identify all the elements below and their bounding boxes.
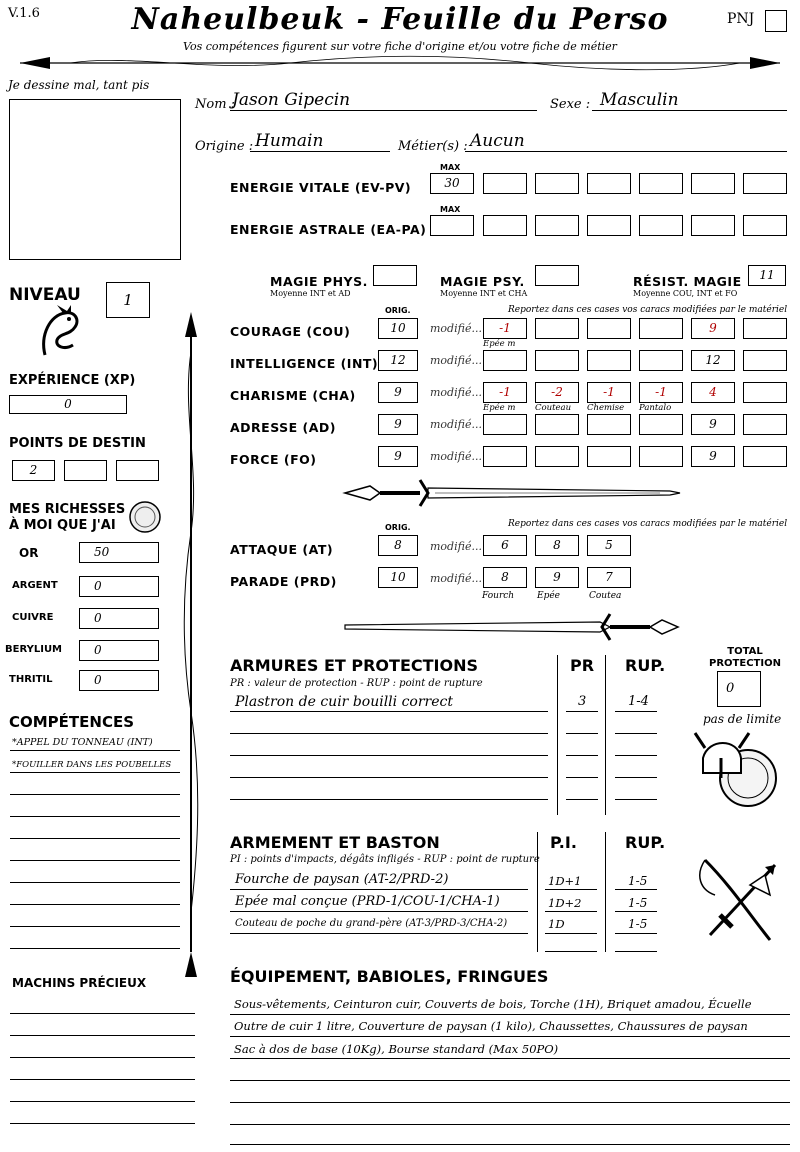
arme-line <box>230 889 528 890</box>
resist-magie-label: RÉSIST. MAGIE <box>633 274 742 289</box>
carac-modif-cell[interactable] <box>639 350 683 371</box>
modifie-label: modifié... <box>430 418 482 431</box>
ev-cell[interactable] <box>691 173 735 194</box>
armement-col-rup: RUP. <box>625 833 666 852</box>
ea-cell[interactable] <box>483 215 527 236</box>
ev-cell[interactable] <box>535 173 579 194</box>
armure-line <box>615 755 657 756</box>
armures-divider <box>605 655 606 815</box>
sword-icon <box>340 612 685 642</box>
ev-cell[interactable] <box>483 173 527 194</box>
competence-line <box>10 772 180 773</box>
nom-value[interactable]: Jason Gipecin <box>232 90 351 110</box>
arme-pi[interactable]: 1D+1 <box>548 874 582 888</box>
competence-line <box>10 750 180 751</box>
thritil-cell[interactable]: 0 <box>79 670 159 691</box>
armure-line <box>566 777 598 778</box>
armement-title: ARMEMENT ET BASTON <box>230 833 440 852</box>
modifie-label: modifié... <box>430 450 482 463</box>
carac-modif-cell[interactable] <box>587 318 631 339</box>
combat-modif-cell[interactable]: 7 <box>587 567 631 588</box>
carac-modif-cell[interactable] <box>639 414 683 435</box>
arme-rup[interactable]: 1-5 <box>628 874 648 888</box>
arme-rup[interactable]: 1-5 <box>628 917 648 931</box>
armure-line <box>615 711 657 712</box>
carac-modif-cell[interactable] <box>535 446 579 467</box>
metier-value[interactable]: Aucun <box>470 131 525 151</box>
helmet-shield-icon <box>693 728 783 813</box>
carac-modif-cell[interactable]: 4 <box>691 382 735 403</box>
niveau-label: NIVEAU <box>9 285 81 305</box>
machins-label: MACHINS PRÉCIEUX <box>12 976 147 990</box>
carac-modif-cell[interactable] <box>743 350 787 371</box>
carac-under-label: Epée m <box>483 339 516 349</box>
carac-label: ADRESSE (AD) <box>230 420 337 435</box>
ev-cell[interactable] <box>743 173 787 194</box>
arme-line <box>230 911 528 912</box>
combat-orig-label: ORIG. <box>385 523 411 532</box>
arme-line <box>545 951 597 952</box>
argent-label: ARGENT <box>12 580 58 591</box>
magie-psy-cell[interactable] <box>535 265 579 286</box>
combat-orig-cell[interactable]: 10 <box>378 567 418 588</box>
or-label: OR <box>19 546 39 560</box>
armure-name[interactable]: Plastron de cuir bouilli correct <box>235 694 453 710</box>
armure-line <box>230 777 548 778</box>
portrait-caption: Je dessine mal, tant pis <box>8 78 150 92</box>
page-title: Naheulbeuk - Feuille du Perso <box>131 2 669 37</box>
magie-phys-note: Moyenne INT et AD <box>270 289 351 298</box>
resist-magie-note: Moyenne COU, INT et FO <box>633 289 738 298</box>
equipement-rule <box>230 1036 790 1037</box>
modifie-label: modifié... <box>430 322 482 335</box>
armure-line <box>566 733 598 734</box>
magie-phys-label: MAGIE PHYS. <box>270 274 368 289</box>
carac-modif-cell[interactable] <box>535 414 579 435</box>
carac-orig-cell[interactable]: 9 <box>378 446 418 467</box>
niveau-cell[interactable]: 1 <box>106 282 150 318</box>
armures-title: ARMURES ET PROTECTIONS <box>230 656 478 675</box>
combat-under-label: Fourch <box>482 591 515 601</box>
limit-note: pas de limite <box>703 712 782 726</box>
competence-line <box>10 838 180 839</box>
destin-cell[interactable] <box>116 460 159 481</box>
armure-line <box>566 799 598 800</box>
richesses-label-1: MES RICHESSES <box>9 502 126 517</box>
carac-modif-cell[interactable]: -1 <box>639 382 683 403</box>
modifie-label: modifié... <box>430 540 482 553</box>
equipement-rule <box>230 1144 790 1145</box>
modifie-label: modifié... <box>430 572 482 585</box>
total-protection-label <box>700 646 790 670</box>
ea-cell[interactable] <box>535 215 579 236</box>
total-protection-label-1: TOTAL <box>727 646 763 657</box>
version-label: V.1.6 <box>8 6 40 21</box>
machins-line <box>10 1035 195 1036</box>
carac-modif-cell[interactable] <box>587 350 631 371</box>
pnj-checkbox[interactable] <box>765 10 787 32</box>
carac-label: COURAGE (COU) <box>230 324 351 339</box>
armement-divider <box>537 832 538 952</box>
equipement-title: ÉQUIPEMENT, BABIOLES, FRINGUES <box>230 967 549 986</box>
origine-line <box>250 151 390 152</box>
competences-label: COMPÉTENCES <box>9 713 135 731</box>
combat-modif-cell[interactable]: 5 <box>587 535 631 556</box>
ea-max-label: MAX <box>440 205 461 214</box>
arme-name[interactable]: Couteau de poche du grand-père (AT-3/PRD-3/CHA-2) <box>235 918 508 929</box>
sexe-value[interactable]: Masculin <box>600 90 679 110</box>
carac-modif-cell[interactable] <box>535 318 579 339</box>
armure-line <box>230 755 548 756</box>
cuivre-label: CUIVRE <box>12 612 54 623</box>
arme-line <box>615 951 657 952</box>
ev-max-label: MAX <box>440 163 461 172</box>
xp-label: EXPÉRIENCE (XP) <box>9 373 136 388</box>
carac-orig-cell[interactable]: 12 <box>378 350 418 371</box>
machins-line <box>10 1101 195 1102</box>
competence-line <box>10 816 180 817</box>
sword-icon <box>340 478 685 508</box>
armement-note: PI : points d'impacts, dégâts infligés - RUP : point de rupture <box>230 854 540 865</box>
pnj-label: PNJ <box>727 11 755 27</box>
metier-label: Métier(s) : <box>398 139 468 154</box>
machins-line <box>10 1079 195 1080</box>
magie-psy-label: MAGIE PSY. <box>440 274 525 289</box>
carac-modif-cell[interactable] <box>587 414 631 435</box>
or-cell[interactable]: 50 <box>79 542 159 563</box>
armure-line <box>615 777 657 778</box>
armures-note: PR : valeur de protection - RUP : point de rupture <box>230 678 483 689</box>
berylium-label: BERYLIUM <box>5 644 63 655</box>
equipement-rule <box>230 1102 790 1103</box>
carac-modif-cell[interactable] <box>483 414 527 435</box>
ea-label: ENERGIE ASTRALE (EA-PA) <box>230 222 427 237</box>
combat-modif-cell[interactable]: 8 <box>483 567 527 588</box>
arme-line <box>615 911 657 912</box>
combat-label: ATTAQUE (AT) <box>230 542 334 557</box>
carac-under-label: Chemise <box>587 403 625 413</box>
competence-line <box>10 794 180 795</box>
arme-line <box>615 889 657 890</box>
carac-modif-cell[interactable] <box>587 446 631 467</box>
competence-item[interactable]: *APPEL DU TONNEAU (INT) <box>12 737 153 748</box>
combat-modif-cell[interactable]: 8 <box>535 535 579 556</box>
argent-cell[interactable]: 0 <box>79 576 159 597</box>
carac-modif-cell[interactable] <box>743 382 787 403</box>
carac-orig-cell[interactable]: 10 <box>378 318 418 339</box>
combat-orig-cell[interactable]: 8 <box>378 535 418 556</box>
carac-modif-cell[interactable] <box>639 446 683 467</box>
carac-modif-cell[interactable] <box>743 318 787 339</box>
ev-max-cell[interactable]: 30 <box>430 173 474 194</box>
combat-note: Reportez dans ces cases vos caracs modifiées par le matériel <box>508 519 788 529</box>
sexe-line <box>592 110 787 111</box>
ea-cell[interactable] <box>691 215 735 236</box>
sexe-label: Sexe : <box>550 97 591 112</box>
carac-modif-cell[interactable]: 9 <box>691 446 735 467</box>
carac-label: INTELLIGENCE (INT) <box>230 356 379 371</box>
armure-pr[interactable]: 3 <box>578 694 587 709</box>
arme-rup[interactable]: 1-5 <box>628 896 648 910</box>
ea-max-cell[interactable] <box>430 215 474 236</box>
armures-col-rup: RUP. <box>625 656 666 675</box>
equipement-rule <box>230 1080 790 1081</box>
carac-label: CHARISME (CHA) <box>230 388 356 403</box>
armement-divider <box>605 832 606 952</box>
caracs-orig-label: ORIG. <box>385 306 411 315</box>
ev-label: ENERGIE VITALE (EV-PV) <box>230 180 412 195</box>
carac-modif-cell[interactable] <box>639 318 683 339</box>
competence-line <box>10 948 180 949</box>
competence-line <box>10 860 180 861</box>
berylium-cell[interactable]: 0 <box>79 640 159 661</box>
competence-line <box>10 926 180 927</box>
xp-cell[interactable]: 0 <box>9 395 127 414</box>
cuivre-cell[interactable]: 0 <box>79 608 159 629</box>
carac-under-label: Pantalo <box>639 403 672 413</box>
ev-cell[interactable] <box>587 173 631 194</box>
combat-under-label: Coutea <box>589 591 622 601</box>
magie-phys-cell[interactable] <box>373 265 417 286</box>
coin-icon <box>128 500 162 534</box>
carac-under-label: Epée m <box>483 403 516 413</box>
armure-line <box>230 733 548 734</box>
carac-modif-cell[interactable] <box>483 446 527 467</box>
carac-modif-cell[interactable] <box>743 446 787 467</box>
carac-modif-cell[interactable] <box>535 350 579 371</box>
richesses-label-2: À MOI QUE J'AI <box>9 518 116 533</box>
page-subtitle: Vos compétences figurent sur votre fiche d'origine et/ou votre fiche de métier <box>183 40 617 53</box>
equipement-rule <box>230 1058 790 1059</box>
competence-line <box>10 882 180 883</box>
competence-item[interactable]: *FOUILLER DANS LES POUBELLES <box>12 760 172 770</box>
carac-modif-cell[interactable]: 9 <box>691 318 735 339</box>
armures-divider <box>557 655 558 815</box>
armure-line <box>230 711 548 712</box>
combat-under-label: Epée <box>537 591 560 601</box>
carac-modif-cell[interactable] <box>483 350 527 371</box>
armure-line <box>566 755 598 756</box>
machins-line <box>10 1123 195 1124</box>
arme-line <box>230 933 528 934</box>
arme-pi[interactable]: 1D <box>548 917 565 931</box>
arme-name[interactable]: Fourche de paysan (AT-2/PRD-2) <box>235 872 449 887</box>
resist-magie-cell[interactable]: 11 <box>748 265 786 286</box>
equipement-rule <box>230 1124 790 1125</box>
dragon-icon <box>35 305 85 360</box>
destin-cell[interactable] <box>64 460 107 481</box>
equipement-line[interactable]: Sac à dos de base (10Kg), Bourse standard (Max 50PO) <box>234 1042 559 1056</box>
total-protection-label-2: PROTECTION <box>709 658 781 669</box>
header-spear-ornament <box>10 52 790 74</box>
ev-cell[interactable] <box>639 173 683 194</box>
equipement-line[interactable]: Outre de cuir 1 litre, Couverture de paysan (1 kilo), Chaussettes, Chaussures de paysan <box>234 1019 748 1033</box>
combat-modif-cell[interactable]: 6 <box>483 535 527 556</box>
portrait-box[interactable] <box>9 99 181 260</box>
weapons-icon <box>690 855 790 945</box>
armement-col-pi: P.I. <box>550 833 577 852</box>
armure-line <box>615 733 657 734</box>
ea-cell[interactable] <box>639 215 683 236</box>
magie-psy-note: Moyenne INT et CHA <box>440 289 528 298</box>
machins-line <box>10 1013 195 1014</box>
carac-modif-cell[interactable]: 12 <box>691 350 735 371</box>
equipement-rule <box>230 1014 790 1015</box>
armure-rup[interactable]: 1-4 <box>628 694 649 709</box>
destin-cell[interactable]: 2 <box>12 460 55 481</box>
carac-modif-cell[interactable] <box>743 414 787 435</box>
carac-orig-cell[interactable]: 9 <box>378 382 418 403</box>
carac-orig-cell[interactable]: 9 <box>378 414 418 435</box>
carac-modif-cell[interactable]: 9 <box>691 414 735 435</box>
spear-ornament <box>180 312 202 982</box>
thritil-label: THRITIL <box>9 674 53 685</box>
armure-line <box>230 799 548 800</box>
armures-col-pr: PR <box>570 656 595 675</box>
destin-label: POINTS DE DESTIN <box>9 436 146 451</box>
armure-line <box>566 711 598 712</box>
equipement-line[interactable]: Sous-vêtements, Ceinturon cuir, Couverts de bois, Torche (1H), Briquet amadou, Écuelle <box>234 997 752 1011</box>
arme-line <box>545 911 597 912</box>
modifie-label: modifié... <box>430 354 482 367</box>
ea-cell[interactable] <box>587 215 631 236</box>
arme-name[interactable]: Epée mal conçue (PRD-1/COU-1/CHA-1) <box>235 894 500 909</box>
modifie-label: modifié... <box>430 386 482 399</box>
armure-line <box>615 799 657 800</box>
machins-line <box>10 1057 195 1058</box>
arme-line <box>615 933 657 934</box>
nom-line <box>230 110 537 111</box>
arme-line <box>545 933 597 934</box>
combat-label: PARADE (PRD) <box>230 574 337 589</box>
combat-modif-cell[interactable]: 9 <box>535 567 579 588</box>
carac-modif-cell[interactable]: -1 <box>483 318 527 339</box>
arme-pi[interactable]: 1D+2 <box>548 896 582 910</box>
caracs-note: Reportez dans ces cases vos caracs modifiées par le matériel <box>508 305 788 315</box>
origine-value[interactable]: Humain <box>255 131 324 151</box>
metier-line <box>465 151 787 152</box>
arme-line <box>545 889 597 890</box>
carac-modif-cell[interactable]: -1 <box>483 382 527 403</box>
origine-label: Origine : <box>195 139 254 154</box>
carac-under-label: Couteau <box>535 403 572 413</box>
carac-label: FORCE (FO) <box>230 452 317 467</box>
ea-cell[interactable] <box>743 215 787 236</box>
competence-line <box>10 904 180 905</box>
total-protection-cell[interactable]: 0 <box>717 671 761 707</box>
carac-modif-cell[interactable]: -1 <box>587 382 631 403</box>
carac-modif-cell[interactable]: -2 <box>535 382 579 403</box>
nom-label: Nom : <box>195 97 236 112</box>
